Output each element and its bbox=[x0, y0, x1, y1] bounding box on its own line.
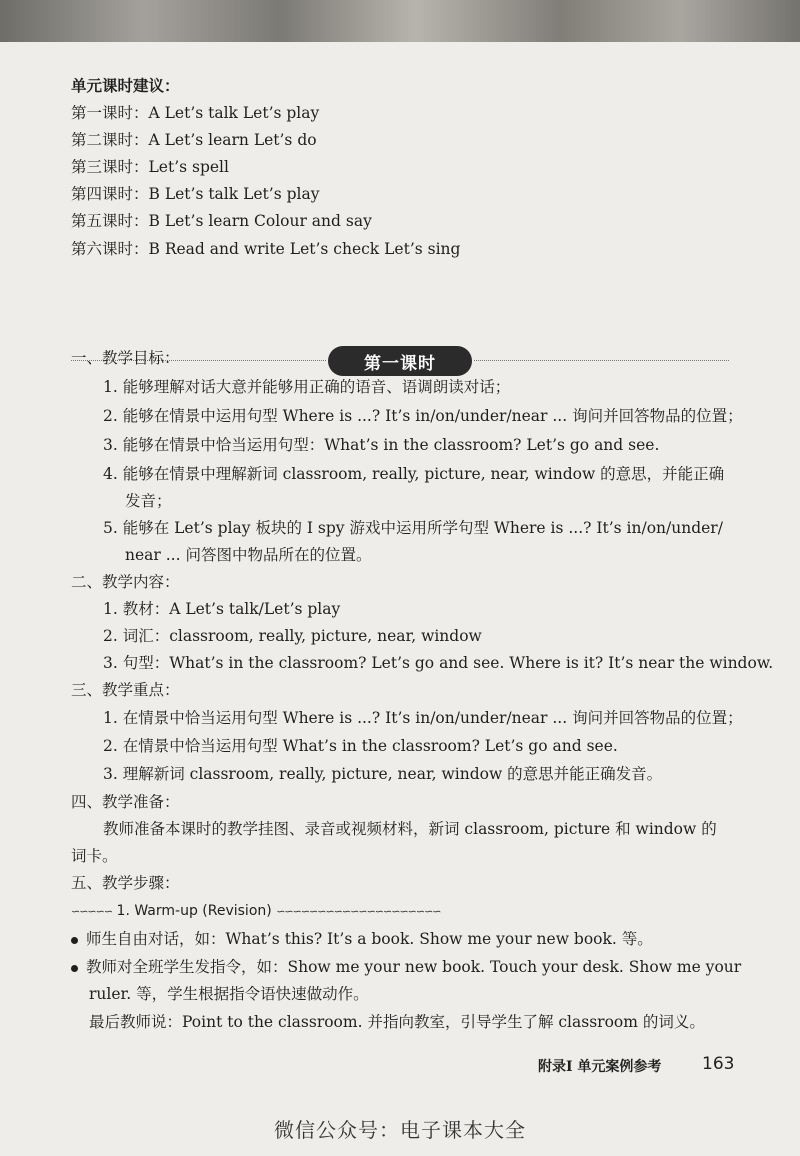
s2-item: 3. 句型：What’s in the classroom? Let’s go and see. Where is it? It’s near the window. bbox=[103, 654, 774, 672]
footer-section-label: 附录Ⅰ 单元案例参考 bbox=[538, 1059, 662, 1075]
page bbox=[0, 42, 800, 1156]
plan-lesson-4: 第四课时：B Let’s talk Let’s play bbox=[71, 185, 320, 203]
bullet-icon bbox=[71, 965, 78, 972]
lesson-title-badge: 第一课时 bbox=[328, 346, 472, 376]
wave-decoration: ∽∽∽∽∽∽∽∽∽∽∽∽∽∽∽∽∽∽∽∽ bbox=[276, 905, 441, 918]
s4-line-cont: 词卡。 bbox=[71, 847, 118, 865]
s5-step1-title: 1. Warm-up (Revision) bbox=[116, 903, 272, 919]
plan-lesson-5: 第五课时：B Let’s learn Colour and say bbox=[71, 212, 372, 230]
watermark: 微信公众号：电子课本大全 bbox=[274, 1118, 526, 1142]
plan-lesson-2: 第二课时：A Let’s learn Let’s do bbox=[71, 131, 317, 149]
page-number: 163 bbox=[702, 1054, 735, 1074]
bullet-icon bbox=[71, 937, 78, 944]
s1-heading: 一、教学目标： bbox=[71, 349, 180, 367]
s1-item: 4. 能够在情景中理解新词 classroom, really, picture, near, window 的意思，并能正确 bbox=[103, 465, 725, 483]
s1-item: 3. 能够在情景中恰当运用句型：What’s in the classroom? Let’s go and see. bbox=[103, 436, 660, 454]
plan-lesson-6: 第六课时：B Read and write Let’s check Let’s sing bbox=[71, 240, 461, 258]
s5-step1-row bbox=[71, 901, 441, 922]
plan-lesson-3: 第三课时：Let’s spell bbox=[71, 158, 229, 176]
s5-heading: 五、教学步骤： bbox=[71, 874, 180, 892]
s1-item: 5. 能够在 Let’s play 板块的 I spy 游戏中运用所学句型 Where is ...? It’s in/on/under/ bbox=[103, 519, 723, 537]
s2-item: 2. 词汇：classroom, really, picture, near, window bbox=[103, 627, 482, 645]
plan-lesson-1: 第一课时：A Let’s talk Let’s play bbox=[71, 104, 320, 122]
s3-item: 2. 在情景中恰当运用句型 What’s in the classroom? Let’s go and see. bbox=[103, 737, 618, 755]
s5-last-line: 最后教师说：Point to the classroom. 并指向教室，引导学生了解 classroom 的词义。 bbox=[89, 1013, 705, 1031]
s3-item: 1. 在情景中恰当运用句型 Where is ...? It’s in/on/under/near ... 询问并回答物品的位置； bbox=[103, 709, 743, 727]
s5-bullet-1 bbox=[71, 929, 653, 949]
plan-heading: 单元课时建议： bbox=[71, 76, 180, 95]
wave-decoration: ∽∽∽∽∽ bbox=[71, 905, 113, 918]
s1-item: 1. 能够理解对话大意并能够用正确的语音、语调朗读对话； bbox=[103, 378, 511, 396]
s5-bullet-text: 师生自由对话，如：What’s this? It’s a book. Show me your new book. 等。 bbox=[86, 930, 653, 948]
s1-item-cont: 发音； bbox=[125, 492, 172, 510]
s4-heading: 四、教学准备： bbox=[71, 793, 180, 811]
s4-line: 教师准备本课时的教学挂图、录音或视频材料，新词 classroom, picture 和 window 的 bbox=[103, 820, 717, 838]
s1-item: 2. 能够在情景中运用句型 Where is ...? It’s in/on/under/near ... 询问并回答物品的位置； bbox=[103, 407, 743, 425]
s5-continuation: ruler. 等，学生根据指令语快速做动作。 bbox=[89, 985, 369, 1003]
s3-heading: 三、教学重点： bbox=[71, 681, 180, 699]
divider-right bbox=[474, 360, 729, 361]
top-decorative-band bbox=[0, 0, 800, 42]
s2-item: 1. 教材：A Let’s talk/Let’s play bbox=[103, 600, 341, 618]
s1-item-cont: near ... 问答图中物品所在的位置。 bbox=[125, 546, 372, 564]
s5-bullet-text: 教师对全班学生发指令，如：Show me your new book. Touch your desk. Show me your bbox=[86, 958, 742, 976]
s2-heading: 二、教学内容： bbox=[71, 573, 180, 591]
s5-bullet-2 bbox=[71, 957, 741, 977]
s3-item: 3. 理解新词 classroom, really, picture, near, window 的意思并能正确发音。 bbox=[103, 765, 663, 783]
